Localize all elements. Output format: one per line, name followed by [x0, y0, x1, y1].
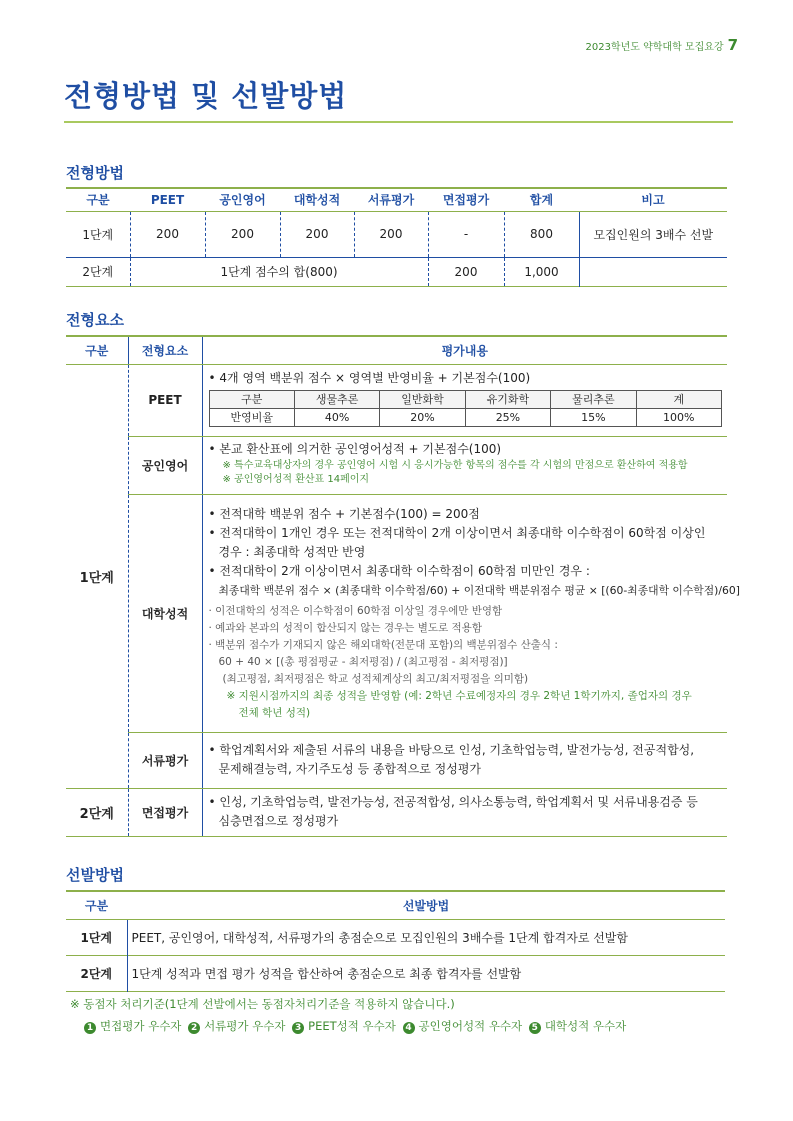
- ratio-v2: 20%: [380, 408, 465, 426]
- title-divider: [64, 121, 733, 123]
- cell-note: 모집인원의 3배수 선발: [579, 211, 727, 257]
- cell-note: [579, 257, 727, 286]
- element-english: 공인영어: [128, 436, 202, 494]
- grades-bullet-1: 전적대학 백분위 점수 + 기본점수(100) = 200점: [219, 506, 480, 521]
- peet-content: • 4개 영역 백분위 점수 × 영역별 반영비율 + 기본점수(100) 구분 생물추론 일반화학 유기화학 물리추론 계 반영비율 40% 20% 25% 15% 100%: [202, 364, 727, 436]
- elements-table: [66, 335, 740, 837]
- grades-note-2: · 예과와 본과의 성적이 합산되지 않는 경우는 별도로 적용함: [208, 621, 482, 634]
- cell-total: 800: [504, 211, 579, 257]
- ratio-h3: 유기화학: [465, 390, 550, 408]
- selection-table: [66, 890, 725, 992]
- selection-stage-1: 1단계: [80, 930, 113, 945]
- english-note-1: ※ 특수교육대상자의 경우 공인영어 시험 시 응시가능한 항목의 점수를 각 시험의 만점으로 환산하여 적용함: [222, 459, 688, 471]
- grades-note-1: · 이전대학의 성적은 이수학점이 60학점 이상일 경우에만 반영함: [208, 604, 503, 617]
- ratio-v4: 15%: [551, 408, 636, 426]
- elements-col-1: 전형요소: [128, 336, 202, 364]
- grades-note-5: (최고평점, 최저평점은 학교 성적체계상의 최고/최저평점을 의미함): [222, 672, 529, 685]
- ratio-v0: 반영비율: [209, 408, 294, 426]
- section-heading-method: 전형방법: [66, 164, 124, 182]
- method-table: [66, 187, 727, 287]
- cell-english: 200: [205, 211, 280, 257]
- grades-formula: 최종대학 백분위 점수 × (최종대학 이수학점/60) + 이전대학 백분위점수 평균 × [(60-최종대학 이수학점)/60]: [218, 583, 740, 597]
- interview-text-cont: 심층면접으로 정성평가: [218, 814, 339, 829]
- grades-note-4: 60 + 40 × [(총 평점평균 - 최저평점) / (최고평점 - 최저평점)]: [218, 655, 508, 668]
- tiebreak-list: [84, 1018, 626, 1034]
- tiebreak-item-5: [529, 1019, 626, 1033]
- cell-interview: 200: [428, 257, 504, 286]
- tiebreak-label: 공인영어성적 우수자: [418, 1019, 523, 1033]
- number-badge-icon: 2: [188, 1022, 200, 1034]
- ratio-v3: 25%: [465, 408, 550, 426]
- peet-bullet: 4개 영역 백분위 점수 × 영역별 반영비율 + 기본점수(100): [219, 370, 531, 385]
- english-content: • 본교 환산표에 의거한 공인영어성적 + 기본점수(100) ※ 특수교육대상자의 경우 공인영어 시험 시 응시가능한 항목의 점수를 각 시험의 만점으로 환산하여 적용함 ※ 공인영어성적 환산표 14페이지: [202, 436, 727, 494]
- grades-bullet-2-cont: 경우 : 최종대학 성적만 반영: [218, 544, 366, 559]
- method-col-6: 합계: [504, 188, 579, 211]
- tiebreak-item-2: [188, 1019, 285, 1033]
- method-row-2: [66, 257, 727, 286]
- number-badge-icon: 1: [84, 1022, 96, 1034]
- documents-text: 학업계획서와 제출된 서류의 내용을 바탕으로 인성, 기초학업능력, 발전가능성, 전공적합성,: [219, 743, 695, 757]
- tiebreak-title: ※ 동점자 처리기준(1단계 선발에서는 동점자처리기준을 적용하지 않습니다.): [70, 997, 455, 1011]
- cell-total: 1,000: [504, 257, 579, 286]
- method-col-7: 비고: [579, 188, 727, 211]
- number-badge-icon: 3: [292, 1022, 304, 1034]
- interview-content: • 인성, 기초학업능력, 발전가능성, 전공적합성, 의사소통능력, 학업계획서 및 서류내용검증 등 심층면접으로 정성평가: [202, 789, 727, 837]
- tiebreak-item-4: [403, 1019, 523, 1033]
- page-header: [585, 36, 738, 54]
- cell-merged: 1단계 점수의 합(800): [130, 257, 428, 286]
- elements-col-2: 평가내용: [202, 336, 727, 364]
- documents-content: • 학업계획서와 제출된 서류의 내용을 바탕으로 인성, 기초학업능력, 발전가능성, 전공적합성, 문제해결능력, 자기주도성 등 종합적으로 정성평가: [202, 732, 727, 788]
- stage-1-label: 1단계: [66, 364, 128, 789]
- tiebreak-label: PEET성적 우수자: [308, 1019, 396, 1033]
- selection-stage-2: 2단계: [80, 966, 113, 981]
- selection-text-2: 1단계 성적과 면접 평가 성적을 합산하여 총점순으로 최종 합격자를 선발함: [127, 955, 725, 991]
- documents-text-cont: 문제해결능력, 자기주도성 등 종합적으로 정성평가: [218, 762, 482, 776]
- selection-text-1: PEET, 공인영어, 대학성적, 서류평가의 총점순으로 모집인원의 3배수를 1단계 합격자로 선발함: [127, 919, 725, 955]
- interview-text: 인성, 기초학업능력, 발전가능성, 전공적합성, 의사소통능력, 학업계획서 및 서류내용검증 등: [219, 795, 698, 810]
- tiebreak-label: 서류평가 우수자: [204, 1019, 286, 1033]
- method-col-1: PEET: [130, 188, 205, 211]
- cell-interview: -: [428, 211, 504, 257]
- section-heading-elements: 전형요소: [66, 311, 124, 329]
- element-grades: 대학성적: [128, 494, 202, 732]
- grades-bullet-3: 전적대학이 2개 이상이면서 최종대학 이수학점이 60학점 미만인 경우 :: [219, 563, 590, 578]
- grades-note-6-cont: 전체 학년 성적): [238, 706, 311, 719]
- ratio-v1: 40%: [294, 408, 379, 426]
- method-col-0: 구분: [66, 188, 130, 211]
- peet-ratio-table: [209, 390, 723, 427]
- english-note-2: ※ 공인영어성적 환산표 14페이지: [222, 473, 370, 485]
- tiebreak-label: 면접평가 우수자: [100, 1019, 182, 1033]
- ratio-h2: 일반화학: [380, 390, 465, 408]
- selection-col-1: 선발방법: [127, 891, 725, 919]
- elements-col-0: 구분: [66, 336, 128, 364]
- selection-col-0: 구분: [66, 891, 127, 919]
- ratio-h5: 계: [636, 390, 721, 408]
- ratio-h0: 구분: [209, 390, 294, 408]
- cell-stage: 1단계: [82, 227, 114, 242]
- tiebreak-item-3: [292, 1019, 396, 1033]
- tiebreak-item-1: [84, 1019, 181, 1033]
- method-col-3: 대학성적: [280, 188, 354, 211]
- method-col-4: 서류평가: [354, 188, 428, 211]
- ratio-h4: 물리추론: [551, 390, 636, 408]
- section-heading-selection: 선발방법: [66, 866, 124, 884]
- element-peet: PEET: [128, 364, 202, 436]
- stage-2-label: 2단계: [66, 789, 128, 837]
- element-documents: 서류평가: [128, 732, 202, 788]
- number-badge-icon: 4: [403, 1022, 415, 1034]
- grades-note-3: · 백분위 점수가 기재되지 않은 해외대학(전문대 포함)의 백분위점수 산출식 :: [208, 638, 558, 651]
- grades-content: • 전적대학 백분위 점수 + 기본점수(100) = 200점 • 전적대학이 1개인 경우 또는 전적대학이 2개 이상이면서 최종대학 이수학점이 60학점 이상인 경우 : 최종대학 성적만 반영 • 전적대학이 2개 이상이면서 최종대학 이수학점이 60학점 미만인 경우 : 최종대학 백분위 점수 × (최종대학 이수학점/60) + 이전대학 백분위점수 평균 × [(60-최종대학 이수학점)/60] · 이전대학의 성적은 이수학점이 60학점 이상일 경우에만 반영함 · 예과와 본과의 성적이 합산되지 않는 경우는 별도로 적용함 · 백분위 점수가 기재되지 않은 해외대학(전문대 포함)의 백분위점수 산출식 : 60 + 40 × [(총 평점평균 - 최저평점) / (최고평점 - 최저평점)] (최고평점, 최저평점은 학교 성적체계상의 최고/최저평점을 의미함) ※ 지원시점까지의 최종 성적을 반영함 (예: 2학년 수료예정자의 경우 2학년 1학기까지, 졸업자의 경우 전체 학년 성적): [202, 494, 727, 732]
- tiebreak-label: 대학성적 우수자: [544, 1019, 627, 1033]
- element-interview: 면접평가: [128, 789, 202, 837]
- cell-grades: 200: [280, 211, 354, 257]
- page-title: 전형방법 및 선발방법: [64, 79, 348, 113]
- ratio-h1: 생물추론: [294, 390, 379, 408]
- ratio-v5: 100%: [636, 408, 721, 426]
- grades-note-6: ※ 지원시점까지의 최종 성적을 반영함 (예: 2학년 수료예정자의 경우 2학년 1학기까지, 졸업자의 경우: [226, 689, 692, 702]
- english-bullet: 본교 환산표에 의거한 공인영어성적 + 기본점수(100): [219, 441, 502, 456]
- method-col-2: 공인영어: [205, 188, 280, 211]
- cell-peet: 200: [130, 211, 205, 257]
- header-text: 2023학년도 약학대학 모집요강: [585, 42, 724, 53]
- method-col-5: 면접평가: [428, 188, 504, 211]
- method-row-1: [66, 211, 727, 257]
- cell-documents: 200: [354, 211, 428, 257]
- number-badge-icon: 5: [529, 1022, 541, 1034]
- cell-stage: 2단계: [82, 265, 114, 279]
- grades-bullet-2: 전적대학이 1개인 경우 또는 전적대학이 2개 이상이면서 최종대학 이수학점이 60학점 이상인: [219, 525, 706, 540]
- page-number: 7: [727, 36, 738, 54]
